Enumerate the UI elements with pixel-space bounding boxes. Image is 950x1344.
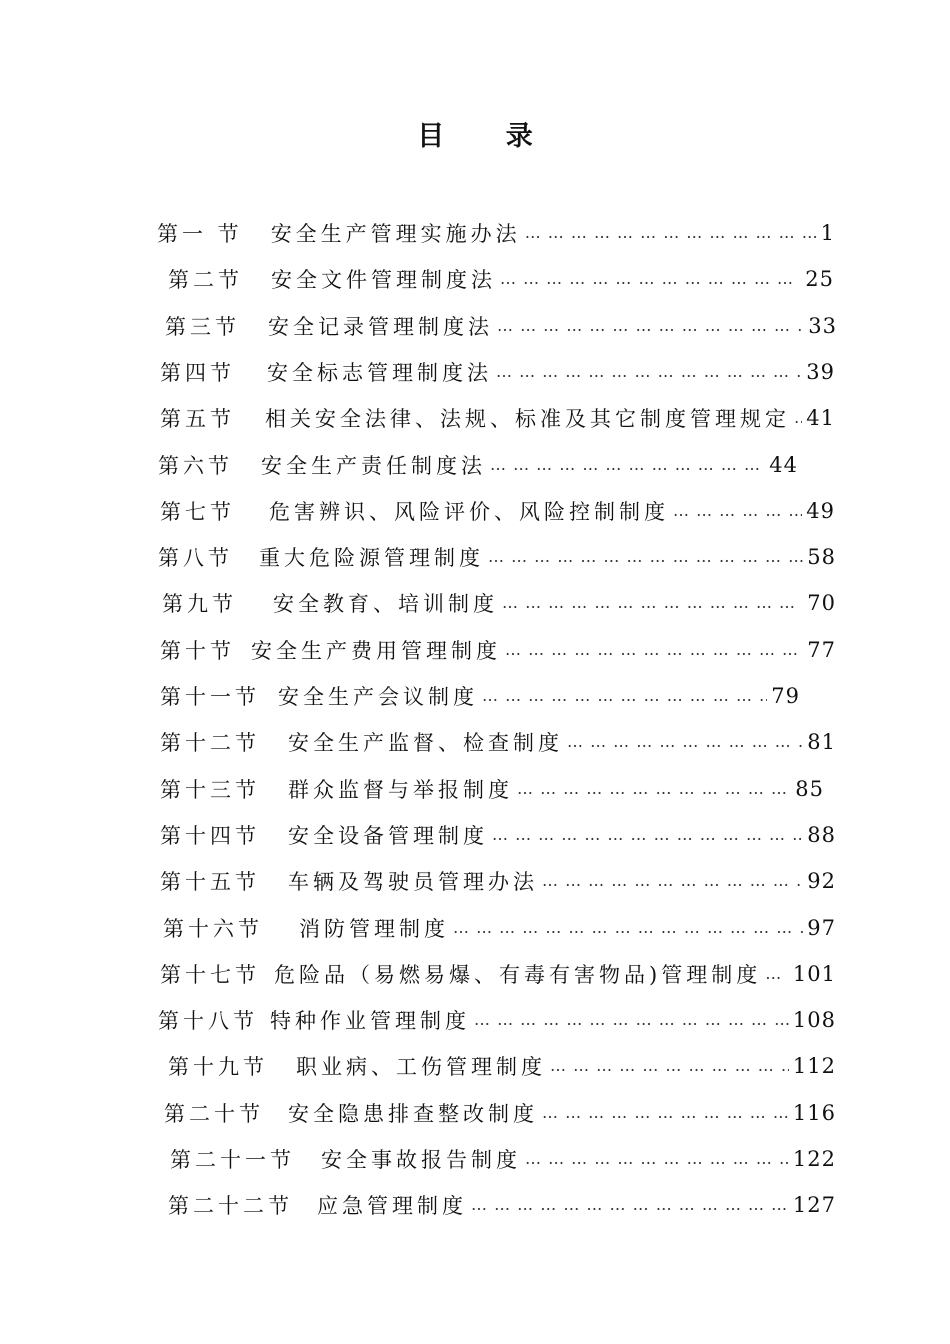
toc-dot-leader — [550, 1043, 789, 1089]
toc-section-title: 危害辨识、风险评价、风险控制制度 — [269, 499, 669, 524]
toc-entry — [168, 1182, 836, 1228]
toc-section-title: 安全隐患排查整改制度 — [288, 1101, 538, 1126]
toc-page-number: 44 — [769, 452, 798, 477]
toc-section-number: 第十一节 — [160, 685, 260, 709]
toc-section-number: 第二节 — [168, 268, 243, 293]
toc-entry — [160, 673, 800, 719]
toc-page-number: 88 — [807, 822, 836, 847]
toc-section-number: 第五节 — [160, 407, 235, 432]
toc-dot-leader — [673, 488, 802, 534]
toc-page-number: 77 — [807, 637, 836, 662]
toc-section-title: 安全教育、培训制度 — [273, 592, 498, 617]
toc-entry — [158, 997, 836, 1043]
toc-section-number: 第四节 — [160, 360, 235, 385]
toc-page-number: 116 — [792, 1100, 836, 1125]
toc-entry — [160, 812, 836, 858]
toc-dot-leader — [500, 256, 801, 302]
toc-section-title: 消防管理制度 — [299, 916, 449, 941]
toc-page-number: 127 — [792, 1193, 836, 1218]
toc-section-title: 安全生产会议制度 — [278, 685, 478, 709]
toc-dot-leader — [496, 349, 802, 395]
toc-page-number: 41 — [806, 406, 835, 431]
toc-entry — [158, 442, 798, 488]
toc-section-number: 第八节 — [158, 546, 233, 571]
toc-entry — [163, 905, 836, 951]
toc-section-title: 危险品（易燃易爆、有毒有害物品)管理制度 — [274, 962, 762, 987]
toc-dot-leader — [517, 766, 791, 812]
toc-section-number: 第九节 — [162, 592, 237, 617]
toc-section-number: 第十七节 — [160, 962, 260, 987]
toc-dot-leader — [490, 442, 765, 488]
toc-entry — [158, 534, 836, 580]
toc-page-number: 58 — [807, 545, 836, 570]
toc-entry — [165, 303, 837, 349]
toc-section-title: 安全生产管理实施办法 — [270, 222, 521, 246]
toc-entry — [160, 395, 835, 441]
toc-section-title: 安全生产责任制度法 — [261, 453, 486, 478]
toc-entry — [160, 349, 835, 395]
toc-page-number: 122 — [792, 1147, 836, 1171]
toc-section-number: 第二十一节 — [170, 1148, 295, 1172]
toc-section-title: 车辆及驾驶员管理办法 — [288, 870, 538, 895]
toc-page-number: 112 — [792, 1054, 836, 1079]
toc-dot-leader — [502, 580, 803, 626]
toc-section-number: 第六节 — [158, 453, 233, 478]
toc-section-number: 第七节 — [160, 499, 235, 524]
toc-section-title: 安全事故报告制度 — [321, 1148, 521, 1172]
toc-page-number: 85 — [795, 776, 824, 801]
toc-page-number: 1 — [820, 221, 835, 245]
toc-section-title: 群众监督与举报制度 — [288, 777, 513, 802]
toc-entry — [168, 1043, 836, 1089]
toc-entry — [160, 627, 836, 673]
toc-page-number: 81 — [807, 730, 836, 755]
toc-section-title: 安全生产监督、检查制度 — [288, 731, 563, 756]
toc-section-number: 第十节 — [160, 638, 235, 663]
toc-dot-leader — [471, 1182, 789, 1228]
toc-section-title: 安全生产费用管理制度 — [251, 638, 501, 663]
toc-section-title: 安全记录管理制度法 — [268, 314, 493, 339]
toc-page-number: 70 — [807, 591, 836, 616]
toc-section-title: 职业病、工伤管理制度 — [296, 1055, 546, 1080]
toc-entry — [160, 766, 824, 812]
toc-dot-leader — [474, 997, 789, 1043]
toc-section-number: 第十五节 — [160, 870, 260, 895]
toc-page-number: 33 — [808, 313, 837, 338]
toc-page-number: 101 — [792, 961, 836, 986]
toc-dot-leader — [542, 858, 803, 904]
toc-section-number: 第一 节 — [157, 222, 243, 246]
toc-dot-leader — [488, 534, 803, 580]
toc-section-title: 重大危险源管理制度 — [259, 546, 484, 571]
toc-section-number: 第十八节 — [158, 1009, 258, 1034]
toc-page-number: 25 — [805, 267, 834, 292]
toc-section-number: 第十六节 — [163, 916, 263, 941]
toc-dot-leader — [492, 812, 803, 858]
toc-entry — [170, 1136, 836, 1182]
toc-page-number: 79 — [771, 684, 800, 708]
toc-entry — [157, 210, 835, 256]
page-title: 目 录 — [417, 121, 559, 152]
toc-section-title: 应急管理制度 — [317, 1194, 467, 1219]
toc-section-number: 第十九节 — [168, 1055, 268, 1080]
toc-page-number: 92 — [807, 869, 836, 894]
toc-dot-leader — [525, 210, 817, 256]
toc-section-title: 相关安全法律、法规、标准及其它制度管理规定 — [265, 407, 790, 432]
toc-section-number: 第十二节 — [160, 731, 260, 756]
toc-dot-leader — [542, 1090, 789, 1136]
toc-dot-leader — [794, 395, 802, 441]
toc-dot-leader — [453, 905, 803, 951]
toc-dot-leader — [497, 303, 804, 349]
toc-entry — [160, 858, 836, 904]
toc-entry — [160, 719, 836, 765]
toc-section-title: 安全设备管理制度 — [288, 823, 488, 848]
toc-dot-leader — [482, 673, 767, 719]
toc-dot-leader — [765, 951, 789, 997]
toc-section-number: 第十三节 — [160, 777, 260, 802]
toc-page-number: 49 — [806, 498, 835, 523]
toc-section-title: 安全标志管理制度法 — [267, 360, 492, 385]
toc-dot-leader — [567, 719, 803, 765]
toc-page-number: 108 — [792, 1008, 836, 1033]
toc-section-number: 第十四节 — [160, 823, 260, 848]
toc-entry — [168, 256, 834, 302]
toc-dot-leader — [525, 1136, 789, 1182]
toc-entry — [164, 1090, 836, 1136]
toc-entry — [162, 580, 836, 626]
toc-section-number: 第三节 — [165, 314, 240, 339]
toc-section-title: 特种作业管理制度 — [270, 1009, 470, 1034]
toc-page-number: 39 — [806, 359, 835, 384]
toc-section-number: 第二十二节 — [168, 1194, 293, 1219]
toc-section-number: 第二十节 — [164, 1101, 264, 1126]
toc-section-title: 安全文件管理制度法 — [271, 268, 496, 293]
toc-dot-leader — [505, 627, 803, 673]
toc-entry — [160, 488, 835, 534]
toc-entry — [160, 951, 836, 997]
toc-page-number: 97 — [807, 915, 836, 940]
